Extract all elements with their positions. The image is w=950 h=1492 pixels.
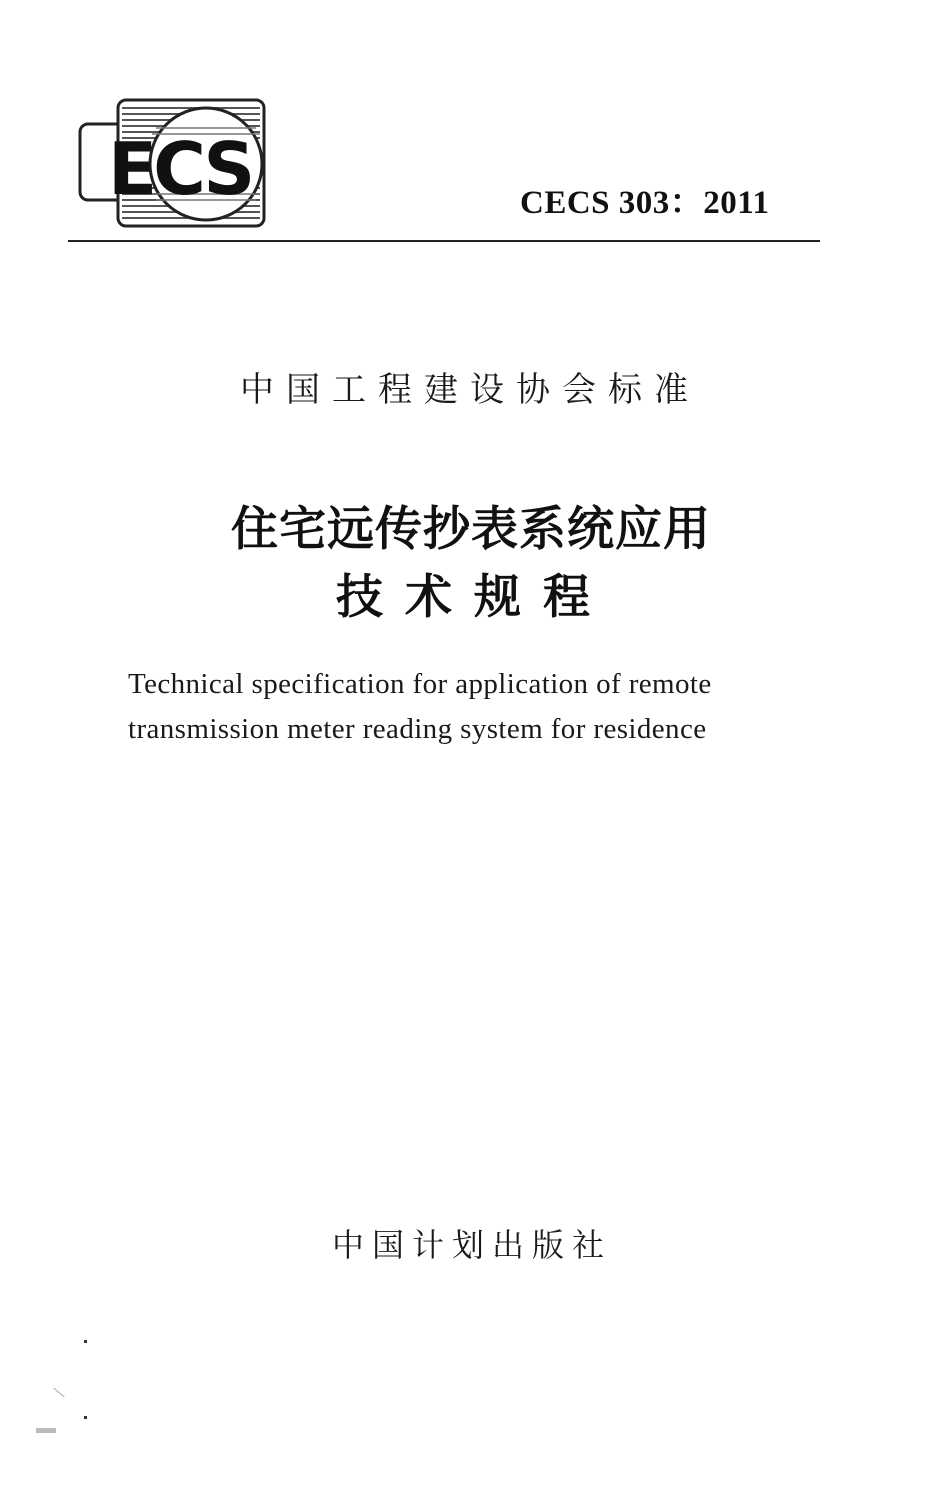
publisher-name: 中国计划出版社 xyxy=(331,1226,612,1264)
ecs-logo xyxy=(78,98,290,228)
title-en-line2: transmission meter reading system for residence xyxy=(128,713,707,745)
scan-speck xyxy=(84,1340,87,1343)
title-cn-line1: 住宅远传抄表系统应用 xyxy=(231,502,711,557)
scan-speck xyxy=(36,1428,56,1433)
title-en-line1: Technical specification for application of remote xyxy=(128,668,712,700)
scan-speck xyxy=(84,1416,87,1419)
association-name: 中国工程建设协会标准 xyxy=(240,370,700,410)
svg-text:ECS: ECS xyxy=(108,127,252,211)
standard-code: CECS 303：2011 xyxy=(520,185,770,221)
scan-speck xyxy=(53,1388,64,1398)
title-cn-line2: 技术规程 xyxy=(336,570,612,625)
header-divider xyxy=(68,240,820,242)
